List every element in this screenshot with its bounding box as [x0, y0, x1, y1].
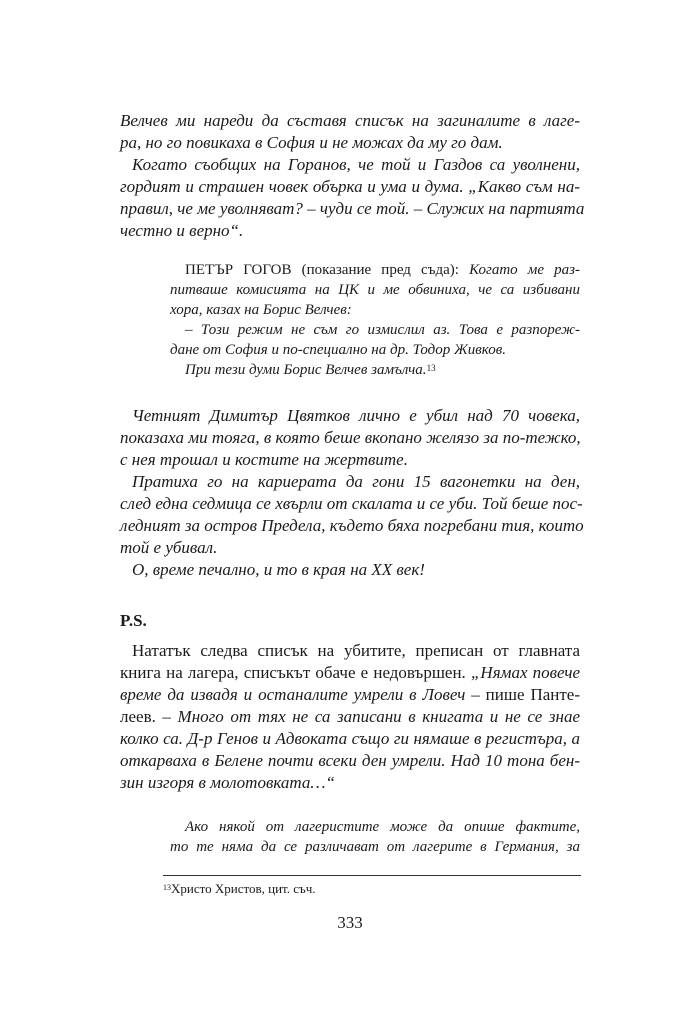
paragraph-7-line-1: Ако някой от лагеристите може да опише фактите, [185, 819, 580, 835]
page-number: 333 [337, 913, 363, 932]
footnote-reference: 13 [426, 363, 436, 373]
paragraph-3-line-3: с нея трошал и костите на жертвите. [120, 450, 408, 469]
paragraph-5: О, време печално, и то в края на XX век! [132, 560, 425, 579]
paragraph-6-line-2-plain: книга на лагера, списъкът обаче е недовършен. [120, 663, 466, 682]
quote-line-2: питваше комисията на ЦК и ме обвиниха, че са избивани [170, 282, 580, 298]
quote-line-1 [185, 260, 580, 280]
footnote-number: 13 [163, 883, 171, 892]
quote-line-3: хора, казах на Борис Велчев: [170, 302, 352, 318]
paragraph-4-line-4: той е убивал. [120, 538, 218, 557]
paragraph-6-line-2 [120, 662, 580, 684]
paragraph-4-line-2: след една седмица се хвърли от скалата и се уби. Той беше пос- [120, 494, 583, 513]
paragraph-1-line-1: Велчев ми нареди да съставя списък на загиналите в лаге- [120, 111, 580, 130]
paragraph-6-line-4 [120, 706, 580, 728]
paragraph-6-line-4-plain: леев. – [120, 707, 171, 726]
paragraph-2-line-1: Когато съобщих на Горанов, че той и Газдов са уволнени, [132, 155, 580, 174]
paragraph-6-line-1: Нататък следва списък на убитите, преписан от главната [132, 641, 580, 660]
paragraph-6-line-5: колко са. Д-р Генов и Адвоката също ги нямаше в регистъра, а [120, 729, 580, 748]
paragraph-3-line-2: показаха ми тояга, в която беше вкопано желязо за по-тежко, [120, 428, 581, 447]
paragraph-6-line-3-plain: – пише Панте- [471, 685, 580, 704]
paragraph-4-line-1: Пратиха го на кариерата да гони 15 вагонетки на ден, [132, 472, 580, 491]
quote-line-5: дане от София и по-специално на др. Тодор Живков. [170, 342, 506, 358]
footnote-rule [163, 875, 581, 876]
ps-heading: P.S. [120, 611, 147, 630]
paragraph-2-line-2: гордият и страшен човек обърка и ума и дума. „Какво съм на- [120, 177, 580, 196]
quote-speaker: ПЕТЪР ГОГОВ (показание пред съда): [185, 262, 459, 278]
quote-text-start: Когато ме раз- [469, 262, 581, 278]
paragraph-6-line-3-italic: време да извадя и останалите умрели в Ловеч [120, 685, 466, 704]
paragraph-6-line-7: зин изгоря в молотовката…“ [120, 773, 335, 792]
paragraph-6-line-4-italic: Много от тях не са записани в книгата и не се знае [177, 707, 581, 726]
paragraph-3-line-1: Четният Димитър Цвятков лично е убил над 70 човека, [132, 406, 580, 425]
paragraph-6-line-6: откарваха в Белене почти всеки ден умрели. Над 10 тона бен- [120, 751, 580, 770]
footnote [163, 880, 316, 898]
paragraph-1-line-2: ра, но го повикаха в София и не можах да му го дам. [120, 133, 503, 152]
footnote-text: Христо Христов, цит. съч. [171, 881, 316, 896]
paragraph-4-line-3: ледният за остров Предела, където бяха погребани тия, които [120, 516, 584, 535]
paragraph-2-line-4: честно и верно“. [120, 221, 244, 240]
quote-line-6 [185, 360, 580, 380]
paragraph-6-line-2-italic: „Нямах повече [470, 663, 581, 682]
quote-closing-text: При тези думи Борис Велчев замълча. [185, 362, 427, 378]
paragraph-6-line-3 [120, 684, 580, 706]
paragraph-2-line-3: правил, че ме уволняват? – чуди се той. – Служих на партията [120, 199, 585, 218]
paragraph-7-line-2: то те няма да се различават от лагерите в Германия, за [170, 839, 580, 855]
quote-line-4: – Този режим не съм го измислил аз. Това е разпореж- [185, 322, 580, 338]
